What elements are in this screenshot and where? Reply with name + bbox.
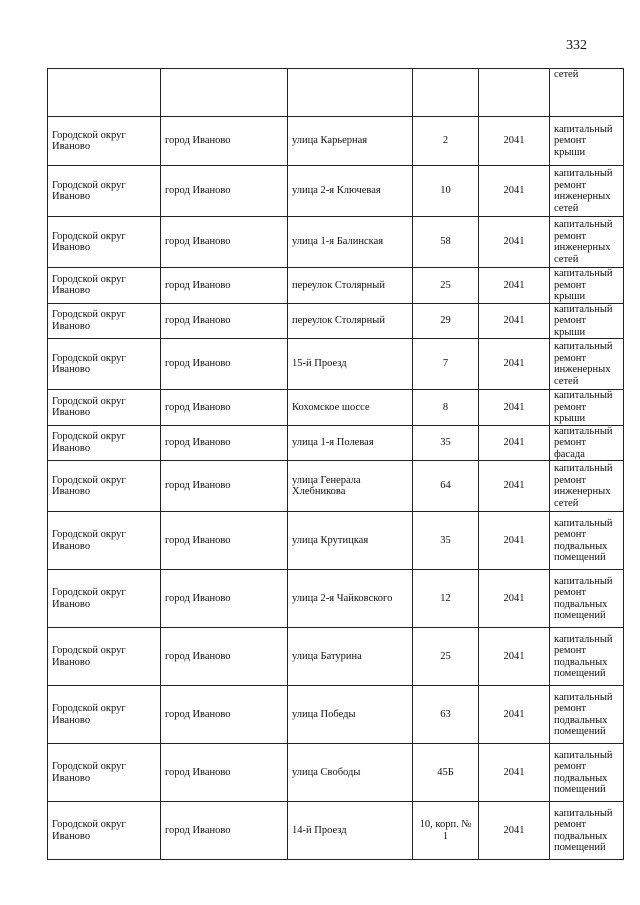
work-type-cell: капитальный ремонт крыши xyxy=(550,390,624,426)
city-cell: город Иваново xyxy=(161,339,288,390)
street-cell: улица Генерала Хлебникова xyxy=(288,461,413,512)
year-cell: 2041 xyxy=(479,303,550,339)
work-type-cell: капитальный ремонт инженерных сетей xyxy=(550,461,624,512)
house-cell: 35 xyxy=(413,512,479,570)
street-cell xyxy=(288,69,413,117)
work-type-cell: капитальный ремонт крыши xyxy=(550,303,624,339)
table-row xyxy=(48,461,624,512)
city-cell: город Иваново xyxy=(161,303,288,339)
city-cell: город Иваново xyxy=(161,461,288,512)
work-type-cell: капитальный ремонт подвальных помещений xyxy=(550,628,624,686)
repair-schedule-table xyxy=(47,68,624,860)
work-type-cell: капитальный ремонт подвальных помещений xyxy=(550,512,624,570)
table-row xyxy=(48,744,624,802)
house-cell: 25 xyxy=(413,628,479,686)
table-row xyxy=(48,686,624,744)
work-type-cell: капитальный ремонт инженерных сетей xyxy=(550,217,624,268)
year-cell: 2041 xyxy=(479,744,550,802)
year-cell: 2041 xyxy=(479,268,550,304)
district-cell: Городской округ Иваново xyxy=(48,802,161,860)
house-cell xyxy=(413,69,479,117)
street-cell: переулок Столярный xyxy=(288,268,413,304)
street-cell: улица Карьерная xyxy=(288,117,413,166)
city-cell: город Иваново xyxy=(161,117,288,166)
street-cell: 14-й Проезд xyxy=(288,802,413,860)
city-cell: город Иваново xyxy=(161,166,288,217)
table-row xyxy=(48,802,624,860)
year-cell: 2041 xyxy=(479,390,550,426)
house-cell: 29 xyxy=(413,303,479,339)
district-cell: Городской округ Иваново xyxy=(48,425,161,461)
year-cell: 2041 xyxy=(479,166,550,217)
house-cell: 58 xyxy=(413,217,479,268)
table-row xyxy=(48,628,624,686)
work-type-cell: капитальный ремонт подвальных помещений xyxy=(550,686,624,744)
city-cell xyxy=(161,69,288,117)
house-cell: 10 xyxy=(413,166,479,217)
street-cell: улица Крутицкая xyxy=(288,512,413,570)
street-cell: улица 2-я Чайковского xyxy=(288,570,413,628)
district-cell: Городской округ Иваново xyxy=(48,570,161,628)
year-cell: 2041 xyxy=(479,425,550,461)
street-cell: улица Батурина xyxy=(288,628,413,686)
page-number: 332 xyxy=(566,38,587,53)
district-cell: Городской округ Иваново xyxy=(48,339,161,390)
district-cell: Городской округ Иваново xyxy=(48,512,161,570)
district-cell: Городской округ Иваново xyxy=(48,166,161,217)
street-cell: улица Свободы xyxy=(288,744,413,802)
district-cell: Городской округ Иваново xyxy=(48,217,161,268)
district-cell xyxy=(48,69,161,117)
work-type-cell: капитальный ремонт подвальных помещений xyxy=(550,802,624,860)
street-cell: улица 1-я Полевая xyxy=(288,425,413,461)
work-type-cell: капитальный ремонт фасада xyxy=(550,425,624,461)
street-cell: улица 1-я Балинская xyxy=(288,217,413,268)
year-cell: 2041 xyxy=(479,570,550,628)
house-cell: 7 xyxy=(413,339,479,390)
city-cell: город Иваново xyxy=(161,425,288,461)
house-cell: 63 xyxy=(413,686,479,744)
district-cell: Городской округ Иваново xyxy=(48,628,161,686)
street-cell: переулок Столярный xyxy=(288,303,413,339)
district-cell: Городской округ Иваново xyxy=(48,268,161,304)
house-cell: 8 xyxy=(413,390,479,426)
table-row xyxy=(48,512,624,570)
year-cell: 2041 xyxy=(479,686,550,744)
house-cell: 64 xyxy=(413,461,479,512)
street-cell: улица 2-я Ключевая xyxy=(288,166,413,217)
city-cell: город Иваново xyxy=(161,512,288,570)
table-row xyxy=(48,390,624,426)
year-cell: 2041 xyxy=(479,802,550,860)
table-row xyxy=(48,339,624,390)
house-cell: 45Б xyxy=(413,744,479,802)
city-cell: город Иваново xyxy=(161,268,288,304)
table-row xyxy=(48,425,624,461)
year-cell xyxy=(479,69,550,117)
year-cell: 2041 xyxy=(479,217,550,268)
work-type-cell: капитальный ремонт крыши xyxy=(550,268,624,304)
city-cell: город Иваново xyxy=(161,744,288,802)
house-cell: 2 xyxy=(413,117,479,166)
year-cell: 2041 xyxy=(479,628,550,686)
house-cell: 10, корп. № 1 xyxy=(413,802,479,860)
table-row xyxy=(48,570,624,628)
table-row xyxy=(48,166,624,217)
district-cell: Городской округ Иваново xyxy=(48,686,161,744)
street-cell: 15-й Проезд xyxy=(288,339,413,390)
city-cell: город Иваново xyxy=(161,570,288,628)
year-cell: 2041 xyxy=(479,461,550,512)
work-type-cell: капитальный ремонт инженерных сетей xyxy=(550,166,624,217)
district-cell: Городской округ Иваново xyxy=(48,744,161,802)
house-cell: 25 xyxy=(413,268,479,304)
table-row xyxy=(48,268,624,304)
table-row xyxy=(48,217,624,268)
year-cell: 2041 xyxy=(479,512,550,570)
work-type-cell: сетей xyxy=(550,69,624,117)
table-row xyxy=(48,303,624,339)
table-row-continuation xyxy=(48,69,624,117)
street-cell: Кохомское шоссе xyxy=(288,390,413,426)
city-cell: город Иваново xyxy=(161,390,288,426)
house-cell: 12 xyxy=(413,570,479,628)
street-cell: улица Победы xyxy=(288,686,413,744)
work-type-cell: капитальный ремонт инженерных сетей xyxy=(550,339,624,390)
house-cell: 35 xyxy=(413,425,479,461)
work-type-cell: капитальный ремонт подвальных помещений xyxy=(550,744,624,802)
work-type-cell: капитальный ремонт крыши xyxy=(550,117,624,166)
city-cell: город Иваново xyxy=(161,217,288,268)
city-cell: город Иваново xyxy=(161,628,288,686)
district-cell: Городской округ Иваново xyxy=(48,461,161,512)
district-cell: Городской округ Иваново xyxy=(48,303,161,339)
work-type-cell: капитальный ремонт подвальных помещений xyxy=(550,570,624,628)
year-cell: 2041 xyxy=(479,117,550,166)
table-row xyxy=(48,117,624,166)
year-cell: 2041 xyxy=(479,339,550,390)
district-cell: Городской округ Иваново xyxy=(48,390,161,426)
city-cell: город Иваново xyxy=(161,802,288,860)
city-cell: город Иваново xyxy=(161,686,288,744)
district-cell: Городской округ Иваново xyxy=(48,117,161,166)
